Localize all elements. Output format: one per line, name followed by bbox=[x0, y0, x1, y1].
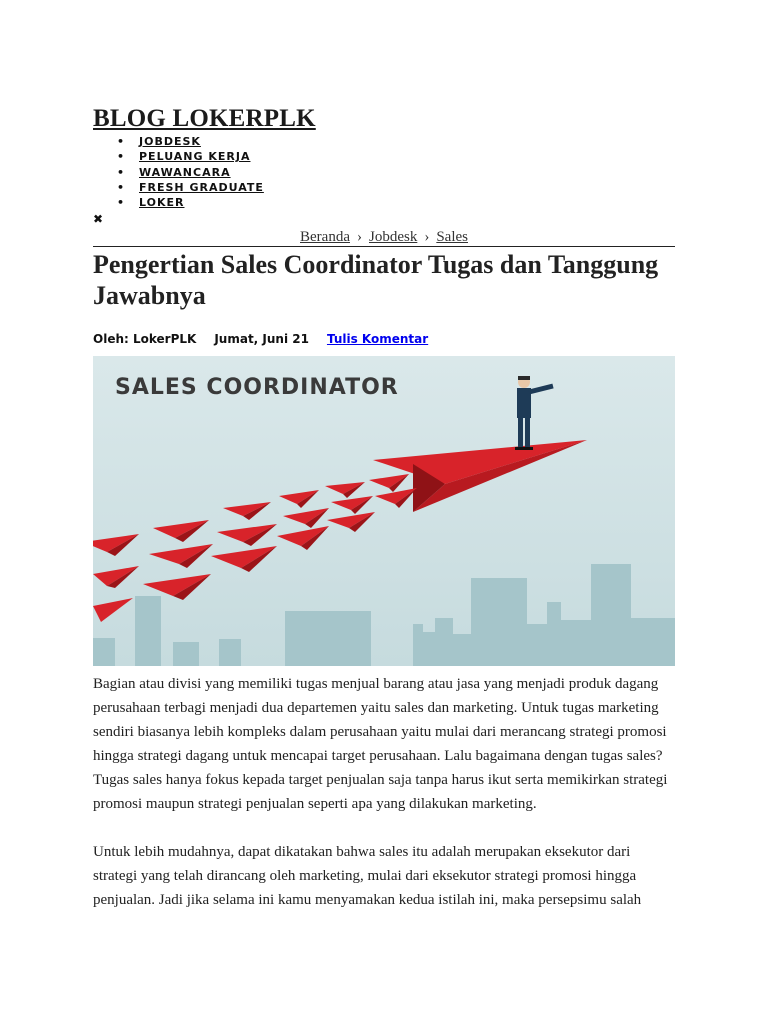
close-icon[interactable]: ✖ bbox=[93, 212, 104, 226]
bullet-icon: • bbox=[117, 180, 126, 194]
bullet-icon: • bbox=[117, 196, 126, 209]
bullet-icon: • bbox=[117, 150, 126, 164]
post-title: Pengertian Sales Coordinator Tugas dan Tanggung Jawabnya bbox=[93, 250, 659, 310]
breadcrumb-home[interactable]: Beranda bbox=[300, 229, 350, 245]
nav-link-peluang-kerja[interactable]: PELUANG KERJA bbox=[139, 150, 251, 164]
post-meta bbox=[93, 332, 428, 347]
post-paragraph: Bagian atau divisi yang memiliki tugas menjual barang atau jasa yang menjadi produk dagang perusahaan terbagi menjadi dua departemen yaitu sales dan marketing. Untuk tugas marketing sendiri biasanya lebih kompleks dalam perusahaan yaitu mulai dari merancang strategi promosi hingga strategi dagang untuk mencapai target perusahaan. Lalu bagaimana dengan tugas sales? Tugas sales hanya fokus kepada target penjualan saja tanpa harus ikut serta memikirkan strategi promosi maupun strategi penjualan seperti apa yang dilakukan marketing. bbox=[93, 676, 668, 812]
breadcrumb bbox=[93, 228, 675, 246]
nav-link-loker[interactable]: LOKER bbox=[139, 196, 185, 209]
main-nav bbox=[93, 134, 264, 210]
hero-sky bbox=[93, 356, 675, 666]
post-paragraph: Untuk lebih mudahnya, dapat dikatakan bahwa sales itu adalah merupakan eksekutor dari strategi yang telah dirancang oleh marketing, mulai dari eksekutor strategi promosi hingga penjualan. Jadi jika selama ini kamu menyamakan kedua istilah ini, maka persepsimu salah bbox=[93, 844, 642, 908]
nav-link-jobdesk[interactable]: JOBDESK bbox=[139, 135, 201, 148]
breadcrumb-sales[interactable]: Sales bbox=[436, 229, 468, 245]
post-body bbox=[93, 672, 675, 936]
nav-item-jobdesk bbox=[93, 134, 264, 149]
nav-item-loker bbox=[93, 195, 264, 210]
post-author: Oleh: LokerPLK bbox=[93, 332, 197, 346]
bullet-icon: • bbox=[117, 165, 126, 179]
site-title[interactable]: BLOG LOKERPLK bbox=[93, 105, 316, 132]
nav-link-wawancara[interactable]: WAWANCARA bbox=[139, 165, 231, 179]
post-date: Jumat, Juni 21 bbox=[214, 332, 309, 346]
divider bbox=[93, 246, 675, 247]
nav-item-wawancara bbox=[93, 165, 264, 180]
hero-caption: SALES COORDINATOR bbox=[115, 375, 399, 400]
breadcrumb-separator: › bbox=[356, 229, 362, 245]
nav-link-fresh-graduate[interactable]: FRESH GRADUATE bbox=[139, 180, 264, 194]
bullet-icon: • bbox=[117, 135, 126, 148]
breadcrumb-jobdesk[interactable]: Jobdesk bbox=[368, 229, 418, 245]
nav-item-peluang-kerja bbox=[93, 149, 264, 164]
nav-item-fresh-graduate bbox=[93, 180, 264, 195]
breadcrumb-separator: › bbox=[424, 229, 430, 245]
comment-link[interactable]: Tulis Komentar bbox=[326, 332, 429, 346]
hero-image bbox=[93, 356, 675, 666]
